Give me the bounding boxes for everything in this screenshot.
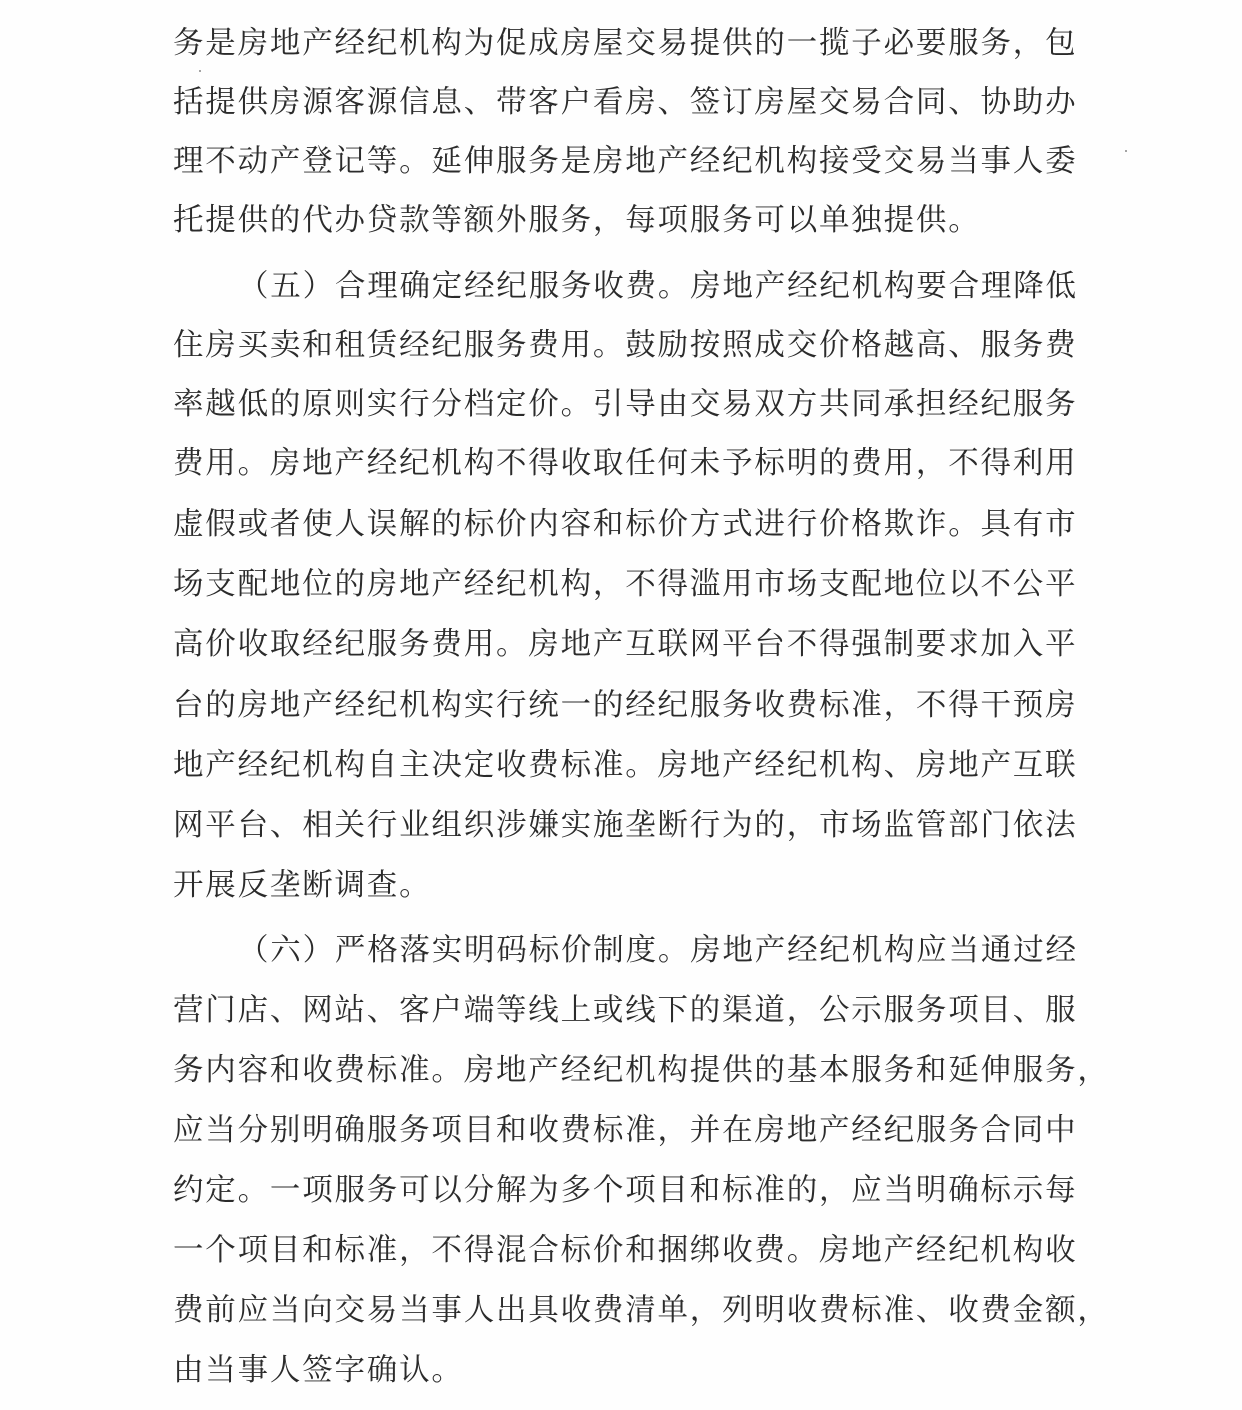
text-line: 理不动产登记等。延伸服务是房地产经纪机构接受交易当事人委 — [173, 144, 1078, 179]
text-line: 托提供的代办贷款等额外服务，每项服务可以单独提供。 — [173, 203, 981, 238]
text-line: 开展反垄断调查。 — [173, 868, 432, 903]
text-line: 费前应当向交易当事人出具收费清单，列明收费标准、收费金额， — [173, 1293, 1110, 1328]
text-line: 高价收取经纪服务费用。房地产互联网平台不得强制要求加入平 — [173, 627, 1078, 662]
paragraph-heading-6: （六）严格落实明码标价制度。房地产经纪机构应当通过经 — [238, 933, 1078, 968]
text-line: 台的房地产经纪机构实行统一的经纪服务收费标准，不得干预房 — [173, 688, 1078, 723]
text-line: 营门店、网站、客户端等线上或线下的渠道，公示服务项目、服 — [173, 993, 1078, 1028]
text-line: 网平台、相关行业组织涉嫌实施垄断行为的，市场监管部门依法 — [173, 808, 1078, 843]
text-line: 一个项目和标准，不得混合标价和捆绑收费。房地产经纪机构收 — [173, 1233, 1078, 1268]
text-line: 务是房地产经纪机构为促成房屋交易提供的一揽子必要服务，包 — [173, 26, 1078, 61]
text-line: 住房买卖和租赁经纪服务费用。鼓励按照成交价格越高、服务费 — [173, 328, 1078, 363]
text-line: 务内容和收费标准。房地产经纪机构提供的基本服务和延伸服务， — [173, 1053, 1110, 1088]
text-line: 由当事人签字确认。 — [173, 1353, 464, 1388]
text-line: 括提供房源客源信息、带客户看房、签订房屋交易合同、协助办 — [173, 85, 1078, 120]
text-line: 虚假或者使人误解的标价内容和标价方式进行价格欺诈。具有市 — [173, 507, 1078, 542]
text-line: 率越低的原则实行分档定价。引导由交易双方共同承担经纪服务 — [173, 387, 1078, 422]
paragraph-heading-5: （五）合理确定经纪服务收费。房地产经纪机构要合理降低 — [238, 269, 1078, 304]
text-line: 费用。房地产经纪机构不得收取任何未予标明的费用，不得利用 — [173, 446, 1078, 481]
scan-speck — [199, 70, 201, 72]
text-line: 应当分别明确服务项目和收费标准，并在房地产经纪服务合同中 — [173, 1113, 1078, 1148]
text-line: 约定。一项服务可以分解为多个项目和标准的，应当明确标示每 — [173, 1173, 1078, 1208]
text-line: 场支配地位的房地产经纪机构，不得滥用市场支配地位以不公平 — [173, 567, 1078, 602]
scan-speck — [1125, 150, 1127, 152]
text-line: 地产经纪机构自主决定收费标准。房地产经纪机构、房地产互联 — [173, 748, 1078, 783]
